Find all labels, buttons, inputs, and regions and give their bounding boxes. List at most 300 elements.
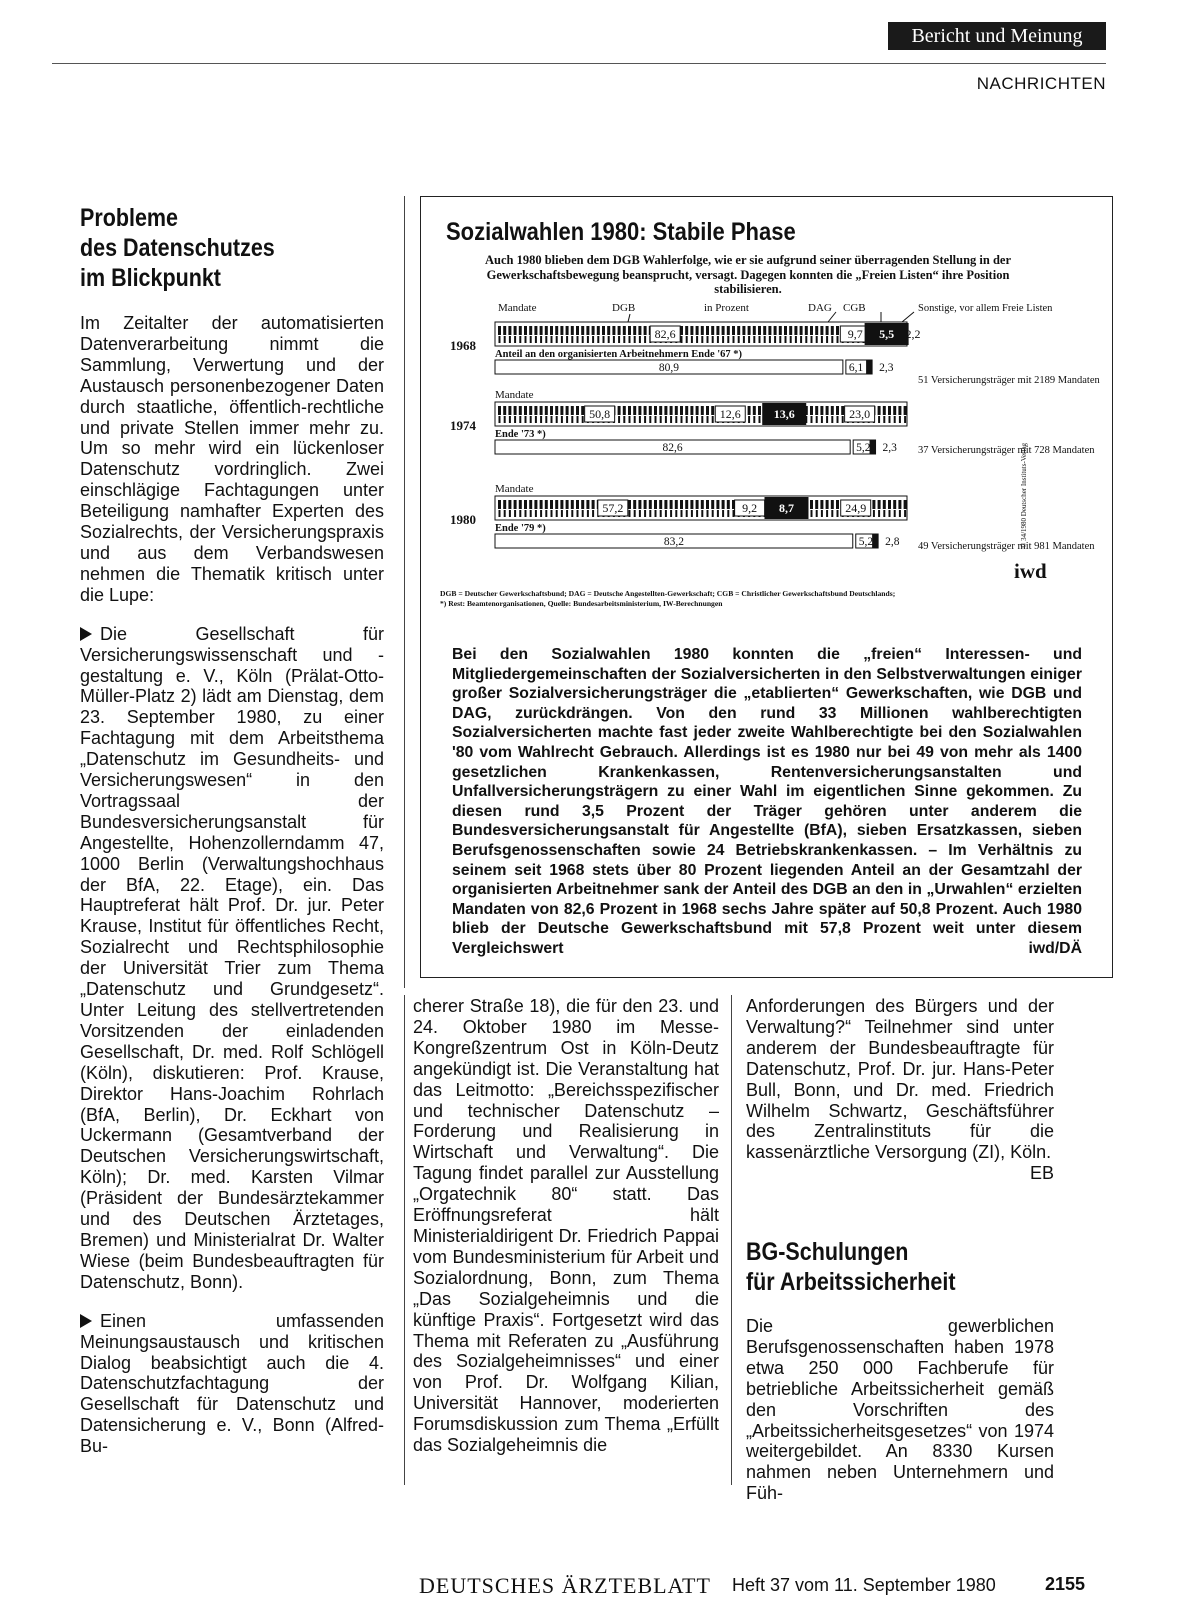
person-figure	[696, 510, 698, 517]
person-figure	[534, 406, 537, 415]
person-figure	[810, 326, 813, 335]
person-figure	[545, 336, 547, 343]
person-figure	[566, 510, 568, 517]
person-figure	[790, 336, 792, 343]
person-figure	[644, 336, 646, 343]
person-figure	[659, 500, 662, 509]
person-figure	[530, 336, 532, 343]
person-figure	[810, 500, 813, 509]
person-figure	[711, 326, 714, 335]
article-item-2-continued: cherer Straße 18), die für den 23. und 24. Oktober 1980 im Messe-Kongreßzentrum Ost in Köln-Deutz angekündigt ist. Die Veranstaltung hat das Leitmotto: „Bereichsspezifischer und technischer Datenschutz – Forderung und Realisierung in Wirtschaft und Verwaltung“. Die Tagung findet parallel zur Ausstellung „Orgatechnik 80“ statt. Das Eröffnungsreferat hält Ministerialdirigent Dr. Friedrich Pappai vom Bundesministerium für Arbeit und Sozialordnung, Bonn, zum Thema „Das Sozialgeheimnis und die künftige Praxis“. Fortgesetzt wird das Thema mit Referaten zu „Ausführung des Sozialgeheimnisses“ und einer von Prof. Dr. Wolfgang Kilian, Universität Hannover, moderierten Forumsdiskussion zum Thema „Erfüllt das Sozialgeheimnis die	[413, 996, 719, 1456]
person-figure	[743, 336, 745, 343]
person-figure	[519, 500, 522, 509]
person-figure	[634, 510, 636, 517]
person-figure	[504, 336, 506, 343]
person-figure	[655, 416, 657, 423]
person-figure	[556, 510, 558, 517]
person-figure	[499, 416, 501, 423]
person-figure	[686, 510, 688, 517]
person-figure	[748, 336, 750, 343]
member-value-dag-1974: 5,2	[856, 442, 871, 454]
mandate-label-1980: Mandate	[495, 483, 534, 495]
person-figure	[597, 326, 600, 335]
person-figure	[722, 336, 724, 343]
person-figure	[551, 416, 553, 423]
person-figure	[738, 336, 740, 343]
person-figure	[872, 500, 875, 509]
header-dag: DAG	[808, 302, 832, 314]
person-figure	[696, 500, 699, 509]
person-figure	[904, 500, 907, 509]
person-figure	[800, 326, 803, 335]
person-figure	[534, 500, 537, 509]
person-figure	[899, 416, 901, 423]
person-figure	[498, 326, 501, 335]
person-figure	[883, 510, 885, 517]
person-figure	[508, 500, 511, 509]
person-figure	[759, 416, 761, 423]
person-figure	[534, 326, 537, 335]
person-figure	[712, 510, 714, 517]
person-figure	[826, 416, 828, 423]
article-column-1	[80, 313, 384, 1475]
column-rule-left-upper	[404, 196, 405, 988]
person-figure	[690, 326, 693, 335]
person-figure	[634, 336, 636, 343]
person-figure	[629, 416, 631, 423]
person-figure	[727, 500, 730, 509]
person-figure	[831, 326, 834, 335]
person-figure	[551, 336, 553, 343]
person-figure	[707, 416, 709, 423]
person-figure	[707, 336, 709, 343]
person-figure	[701, 510, 703, 517]
member-value-dgb-1974: 82,6	[662, 442, 683, 454]
person-figure	[582, 416, 584, 423]
person-figure	[550, 406, 553, 415]
person-figure	[696, 416, 698, 423]
person-figure	[592, 336, 594, 343]
person-figure	[550, 500, 553, 509]
magazine-name: DEUTSCHES ÄRZTEBLATT	[419, 1573, 711, 1598]
person-figure	[748, 416, 750, 423]
person-figure	[768, 326, 771, 335]
person-figure	[889, 510, 891, 517]
column-rule-left	[404, 995, 405, 1485]
person-figure	[888, 500, 891, 509]
person-figure	[769, 336, 771, 343]
person-figure	[566, 326, 569, 335]
member-label-1980: Ende '79 *)	[495, 523, 546, 534]
segment-value-1980: 8,7	[778, 501, 794, 515]
person-figure	[805, 326, 808, 335]
person-figure	[587, 336, 589, 343]
person-figure	[612, 326, 615, 335]
person-figure	[810, 406, 813, 415]
page-number: 2155	[1045, 1574, 1086, 1594]
person-figure	[571, 500, 574, 509]
article-title-line-3: im Blickpunkt	[80, 264, 221, 292]
person-figure	[560, 406, 563, 415]
person-figure	[660, 510, 662, 517]
person-figure	[550, 326, 553, 335]
segment-value-1968: 5,5	[879, 327, 895, 341]
person-figure	[759, 336, 761, 343]
person-figure	[540, 510, 542, 517]
person-figure	[660, 416, 662, 423]
person-figure	[629, 510, 631, 517]
person-figure	[644, 510, 646, 517]
segment-value-1974: 13,6	[773, 407, 795, 421]
article-item-1	[80, 624, 384, 1293]
person-figure	[899, 510, 901, 517]
sonstige-pointer	[902, 312, 914, 322]
person-figure	[581, 500, 584, 509]
person-figure	[795, 336, 797, 343]
person-figure	[503, 326, 506, 335]
person-figure	[529, 326, 532, 335]
person-figure	[524, 500, 527, 509]
person-figure	[675, 510, 677, 517]
person-figure	[530, 416, 532, 423]
person-figure	[837, 416, 839, 423]
person-figure	[618, 416, 620, 423]
person-figure	[560, 326, 563, 335]
person-figure	[711, 500, 714, 509]
person-figure	[561, 416, 563, 423]
year-label-1980: 1980	[450, 512, 476, 527]
person-figure	[638, 326, 641, 335]
person-figure	[779, 336, 781, 343]
person-figure	[878, 416, 880, 423]
person-figure	[613, 336, 615, 343]
article-title-line-2: des Datenschutzes	[80, 234, 275, 262]
person-figure	[603, 336, 605, 343]
person-figure	[820, 406, 823, 415]
person-figure	[753, 406, 756, 415]
person-figure	[686, 336, 688, 343]
person-figure	[748, 326, 751, 335]
person-figure	[815, 406, 818, 415]
person-figure	[696, 406, 699, 415]
member-value-dag-1968: 6,1	[848, 362, 864, 374]
person-figure	[571, 336, 573, 343]
person-figure	[774, 326, 777, 335]
person-figure	[545, 406, 548, 415]
segment-value-1980: 9,2	[742, 501, 758, 515]
person-figure	[722, 500, 725, 509]
chart-subtitle: Auch 1980 blieben dem DGB Wahlerfolge, wie er sie aufgrund seiner überragenden Stellung in der Gewerkschaftsbewegung beansprucht, versagt. Dagegen konnten die „Freien Listen“ ihre Position stabilisieren.	[484, 253, 1012, 296]
person-figure	[815, 500, 818, 509]
person-figure	[623, 326, 626, 335]
person-figure	[707, 510, 709, 517]
person-figure	[535, 416, 537, 423]
iwd-logo: iwd	[1014, 559, 1047, 583]
article-2-body	[746, 1316, 1054, 1522]
article-item-2-end-text: Anforderungen des Bürgers und der Verwaltung?“ Teilnehmer sind unter anderem der Bundesbeauftragte für Datenschutz, Prof. Dr. jur. Hans-Peter Bull, Bonn, und Dr. med. Friedrich Wilhelm Schwartz, Geschäftsführer des Zentralinstituts für die kassenärztliche Versorgung (ZI), Köln.	[746, 996, 1054, 1163]
person-figure	[628, 406, 631, 415]
person-figure	[551, 510, 553, 517]
person-figure	[742, 326, 745, 335]
person-figure	[821, 336, 823, 343]
person-figure	[837, 510, 839, 517]
person-figure	[508, 406, 511, 415]
person-figure	[883, 416, 885, 423]
person-figure	[831, 406, 834, 415]
header-mandate: Mandate	[498, 302, 537, 314]
member-value-dag-1980: 5,2	[858, 536, 874, 548]
person-figure	[545, 510, 547, 517]
person-figure	[774, 336, 776, 343]
article-2-title	[746, 1237, 955, 1297]
person-figure	[898, 406, 901, 415]
person-figure	[498, 500, 501, 509]
person-figure	[711, 406, 714, 415]
person-figure	[664, 500, 667, 509]
person-figure	[706, 326, 709, 335]
person-figure	[634, 416, 636, 423]
person-figure	[577, 510, 579, 517]
person-figure	[571, 406, 574, 415]
person-figure	[633, 406, 636, 415]
person-figure	[561, 510, 563, 517]
member-label-1968: Anteil an den organisierten Arbeitnehmern Ende '67 *)	[495, 349, 743, 360]
section-badge: Bericht und Meinung	[888, 22, 1106, 50]
article-column-3	[746, 996, 1054, 1184]
segment-value-1974: 23,0	[849, 407, 871, 421]
person-figure	[722, 326, 725, 335]
header-rule	[52, 63, 1106, 64]
person-figure	[649, 416, 651, 423]
person-figure	[893, 500, 896, 509]
person-figure	[587, 510, 589, 517]
person-figure	[514, 406, 517, 415]
member-value-cgb-1968: 2,3	[879, 362, 894, 374]
triangle-bullet-icon	[80, 627, 92, 641]
person-figure	[639, 336, 641, 343]
person-figure	[508, 326, 511, 335]
article-item-2-end	[746, 996, 1054, 1184]
segment-value-1980: 24,9	[845, 501, 867, 515]
person-figure	[629, 336, 631, 343]
person-figure	[826, 406, 829, 415]
person-figure	[670, 500, 673, 509]
person-figure	[753, 336, 755, 343]
person-figure	[519, 510, 521, 517]
person-figure	[805, 336, 807, 343]
person-figure	[888, 406, 891, 415]
person-figure	[826, 326, 829, 335]
person-figure	[561, 336, 563, 343]
person-figure	[607, 326, 610, 335]
person-figure	[816, 336, 818, 343]
person-figure	[701, 416, 703, 423]
person-figure	[716, 500, 719, 509]
chart-graphic	[440, 300, 1100, 612]
article-intro: Im Zeitalter der automatisierten Datenverarbeitung nimmt die Sammlung, Verwertung und der Austausch personenbezogener Daten durch staatliche, öffentlich-rechtliche und private Stellen immer mehr zu. Um so mehr wird ein lückenloser Datenschutz vordringlich. Zwei einschlägige Fachtagungen unter Beteiligung namhafter Experten des Sozialrechts, der Versicherungspraxis und aus dem Verbandswesen nehmen die Thematik kritisch unter die Lupe:	[80, 313, 384, 605]
person-figure	[800, 336, 802, 343]
person-figure	[602, 326, 605, 335]
person-figure	[821, 416, 823, 423]
person-figure	[519, 336, 521, 343]
person-figure	[727, 336, 729, 343]
person-figure	[681, 336, 683, 343]
person-figure	[681, 510, 683, 517]
person-figure	[894, 510, 896, 517]
person-figure	[670, 510, 672, 517]
person-figure	[504, 510, 506, 517]
person-figure	[826, 500, 829, 509]
segment-value-1968: 82,6	[654, 327, 676, 341]
member-bar-cgb-1968	[866, 360, 872, 374]
person-figure	[878, 500, 881, 509]
person-figure	[779, 326, 782, 335]
person-figure	[654, 500, 657, 509]
header-dgb: DGB	[612, 302, 636, 314]
footnote-2: *) Rest: Beamtenorganisationen, Quelle: Bundesarbeitsministerium, IW-Berechnungen	[440, 599, 723, 608]
person-figure	[680, 500, 683, 509]
person-figure	[555, 326, 558, 335]
person-figure	[638, 406, 641, 415]
article-item-2-text: Einen umfassenden Meinungsaustausch und kritischen Dialog beabsichtigt auch die 4. Datenschutzfachtagung der Gesellschaft für Datenschutz und Datensicherung e. V., Bonn (Alfred-Bu-	[80, 1310, 384, 1457]
person-figure	[904, 416, 906, 423]
person-figure	[608, 336, 610, 343]
person-figure	[686, 416, 688, 423]
person-figure	[545, 416, 547, 423]
person-figure	[566, 500, 569, 509]
person-figure	[831, 510, 833, 517]
chart-title: Sozialwahlen 1980: Stabile Phase	[446, 218, 796, 246]
person-figure	[529, 500, 532, 509]
person-figure	[732, 326, 735, 335]
person-figure	[794, 326, 797, 335]
person-figure	[566, 406, 569, 415]
segment-value-1974: 50,8	[589, 407, 611, 421]
person-figure	[571, 326, 574, 335]
person-figure	[623, 406, 626, 415]
person-figure	[685, 326, 688, 335]
person-figure	[685, 500, 688, 509]
person-figure	[665, 416, 667, 423]
person-figure	[816, 510, 818, 517]
person-figure	[690, 406, 693, 415]
person-figure	[665, 510, 667, 517]
person-figure	[889, 416, 891, 423]
person-figure	[556, 416, 558, 423]
person-figure	[524, 326, 527, 335]
person-figure	[836, 500, 839, 509]
person-figure	[519, 416, 521, 423]
header-prozent: in Prozent	[704, 302, 749, 314]
person-figure	[514, 510, 516, 517]
person-figure	[716, 326, 719, 335]
segment-value-1968: 2,2	[905, 327, 921, 341]
person-figure	[503, 406, 506, 415]
person-figure	[680, 406, 683, 415]
person-figure	[540, 336, 542, 343]
person-figure	[696, 326, 699, 335]
person-figure	[633, 500, 636, 509]
person-figure	[576, 406, 579, 415]
header-sonstige: Sonstige, vor allem Freie Listen	[918, 303, 1053, 314]
article-2-title-line-1: BG-Schulungen	[746, 1238, 909, 1266]
person-figure	[675, 500, 678, 509]
person-figure	[618, 336, 620, 343]
person-figure	[826, 336, 828, 343]
person-figure	[540, 326, 543, 335]
person-figure	[712, 336, 714, 343]
person-figure	[623, 336, 625, 343]
person-figure	[628, 326, 631, 335]
person-figure	[763, 326, 766, 335]
person-figure	[789, 326, 792, 335]
person-figure	[514, 500, 517, 509]
person-figure	[503, 500, 506, 509]
person-figure	[878, 406, 881, 415]
person-figure	[540, 500, 543, 509]
person-figure	[758, 406, 761, 415]
person-figure	[514, 416, 516, 423]
person-figure	[712, 416, 714, 423]
person-figure	[638, 500, 641, 509]
chart-caption-text: Bei den Sozialwahlen 1980 konnten die „freien“ Interessen- und Mitgliedergemeinschaften der Sozialversicherten in den Selbstverwaltungen einiger großer Sozialversicherungsträger die „etablierten“ Gewerkschaften, wie DGB und DAG, zurückdrängen. Von den rund 33 Millionen wahlberechtigten Sozialversicherten machte fast jeder zweite Wahlberechtigte bei den Sozialwahlen '80 vom Wahlrecht Gebrauch. Allerdings ist es 1980 nur bei 49 von mehr als 1400 gesetzlichen Krankenkassen, Rentenversicherungsanstalten und Unfallversicherungsträgern zu einer Wahl im eigentlichen Sinne gekommen. Zu diesen rund 3,5 Prozent der Träger gehören unter anderem die Bundesversicherungsanstalt für Angestellte (BfA), sieben Ersatzkassen, sieben Berufsgenossenschaften sowie 24 Betriebskrankenkassen. – Im Verhältnis zu seinem seit 1968 stets über 80 Prozent liegenden Anteil an der Gesamtzahl der organisierten Arbeitnehmer sank der Anteil des DGB an den in „Urwahlen“ erzielten Mandaten von 82,6 Prozent in 1968 sechs Jahre später auf 50,8 Prozent. Auch 1980 blieb der Deutsche Gewerkschaftsbund mit 57,8 Prozent weit unter diesem Vergleichswert	[452, 646, 1082, 957]
person-figure	[733, 336, 735, 343]
person-figure	[509, 336, 511, 343]
person-figure	[566, 416, 568, 423]
person-figure	[597, 336, 599, 343]
person-figure	[514, 336, 516, 343]
footnote-1: DGB = Deutscher Gewerkschaftsbund; DAG = Deutsche Angestellten-Gewerkschaft; CGB = Christlicher Gewerkschaftsbund Deutschlands;	[440, 589, 896, 598]
person-figure	[831, 500, 834, 509]
person-figure	[623, 416, 625, 423]
person-figure	[618, 406, 621, 415]
person-figure	[644, 326, 647, 335]
note-1974: 37 Versicherungsträger mit 728 Mandaten	[918, 445, 1095, 456]
person-figure	[753, 326, 756, 335]
person-figure	[540, 416, 542, 423]
person-figure	[509, 416, 511, 423]
person-figure	[681, 416, 683, 423]
person-figure	[586, 326, 589, 335]
person-figure	[524, 406, 527, 415]
person-figure	[498, 406, 501, 415]
person-figure	[618, 326, 621, 335]
person-figure	[499, 510, 501, 517]
person-figure	[644, 406, 647, 415]
segment-value-1968: 9,7	[847, 327, 863, 341]
person-figure	[581, 406, 584, 415]
person-figure	[811, 336, 813, 343]
article-2-text: Die gewerblichen Berufsgenossenschaften haben 1978 etwa 250 000 Fachberufe für betriebliche Arbeitssicherheit gemäß den Vorschriften des „Arbeitssicherheitsgesetzes“ von 1974 weitergebildet. An 8330 Kursen nahmen neben Unternehmern und Füh-	[746, 1316, 1054, 1504]
person-figure	[633, 326, 636, 335]
segment-value-1980: 57,2	[602, 501, 624, 515]
person-figure	[576, 326, 579, 335]
person-figure	[525, 416, 527, 423]
article-2-title-line-2: für Arbeitssicherheit	[746, 1268, 956, 1296]
person-figure	[820, 326, 823, 335]
person-figure	[525, 510, 527, 517]
person-figure	[519, 406, 522, 415]
person-figure	[764, 336, 766, 343]
person-figure	[571, 416, 573, 423]
person-figure	[717, 510, 719, 517]
person-figure	[582, 336, 584, 343]
person-figure	[717, 336, 719, 343]
article-item-1-text: Die Gesellschaft für Versicherungswissenschaft und -gestaltung e. V., Köln (Prälat-Otto-Müller-Platz 2) lädt am Dienstag, dem 23. September 1980, zu einer Fachtagung mit dem Arbeitsthema „Datenschutz im Gesundheits- und Versicherungswesen“ in den Vortragssaal der Bundesversicherungsanstalt für Angestellte, Hohenzollerndamm 47, 1000 Berlin (Verwaltungshochhaus der BfA, 22. Etage), ein. Das Hauptreferat hält Prof. Dr. jur. Peter Krause, Institut für öffentliches Recht, Sozialrecht und Rechtsphilosophie der Universität Trier zum Thema „Datenschutz und Grundgesetz“. Unter Leitung des stellvertretenden Vorsitzenden der einladenden Gesellschaft, Dr. med. Rolf Schlögell (Köln), diskutieren: Prof. Krause, Direktor Hans-Joachim Rohrlach (BfA, Berlin), Dr. Eckhart von Uckermann (Gesamtverband der Deutschen Versicherungswirtschaft, Köln); Dr. med. Karsten Vilmar (Präsident der Bundesärztekammer und des Deutschen Ärztetages, Bremen) und Ministerialrat Dr. Walter Wiese (beim Bundesbeauftragten für Datenschutz, Bonn).	[80, 623, 384, 1292]
person-figure	[581, 326, 584, 335]
triangle-bullet-icon	[80, 1314, 92, 1328]
person-figure	[836, 326, 839, 335]
